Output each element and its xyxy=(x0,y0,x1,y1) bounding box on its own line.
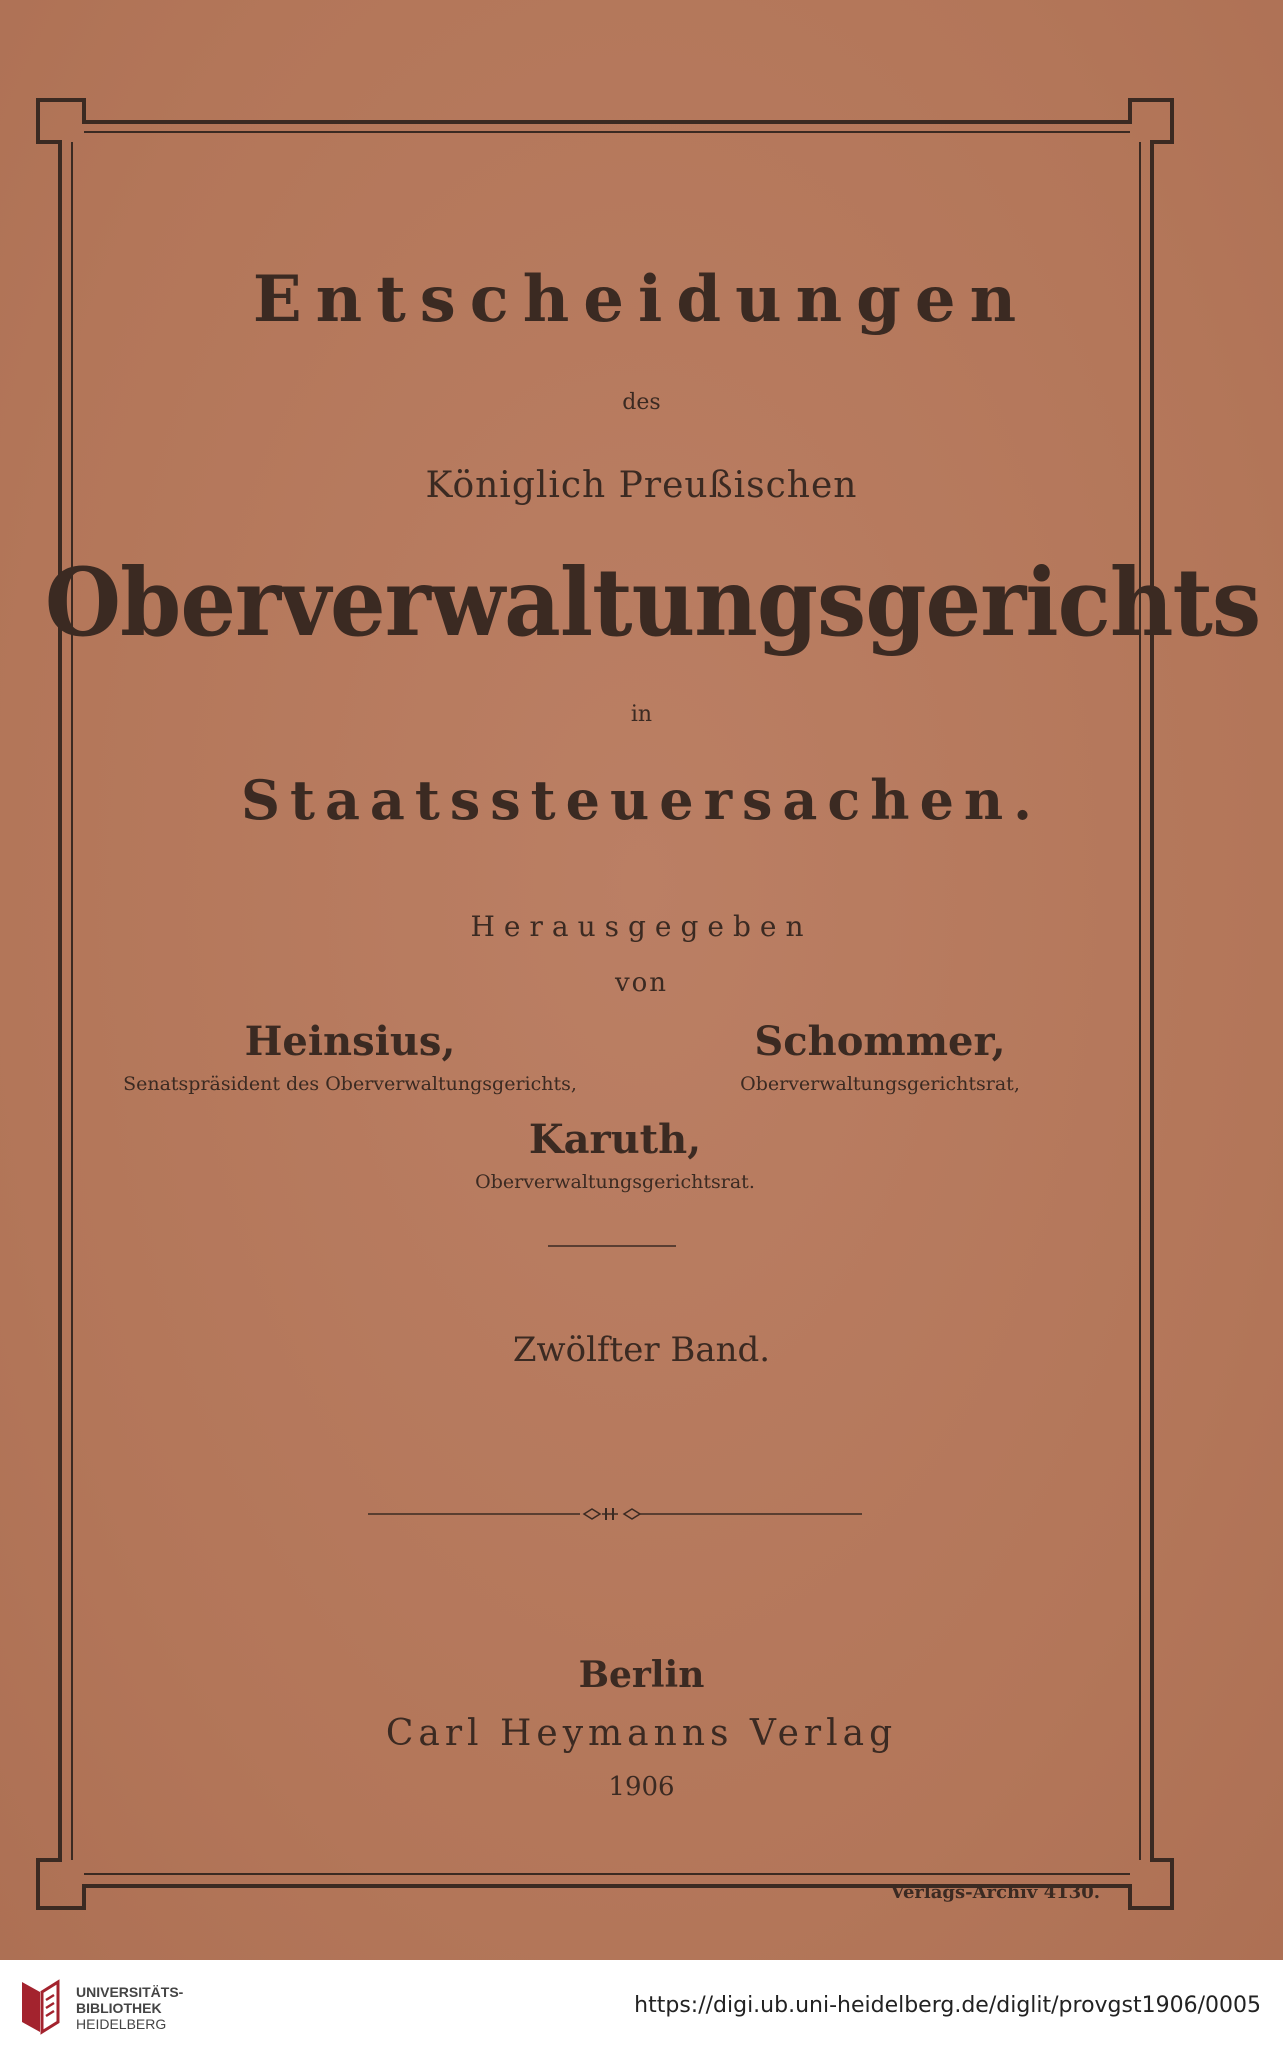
title-koeniglich-preussischen: Königlich Preußischen xyxy=(425,465,858,506)
title-des: des xyxy=(622,390,661,415)
editor-name: Karuth, xyxy=(528,1116,702,1163)
title-staatssteuersachen: Staatssteuersachen. xyxy=(241,768,1042,832)
main-title: Oberverwaltungsgerichts xyxy=(44,548,1261,658)
title-in: in xyxy=(630,702,653,727)
editor-role: Senatspräsident des Oberverwaltungsgerichts, xyxy=(123,1073,577,1095)
permalink-url[interactable]: https://digi.ub.uni-heidelberg.de/diglit/provgst1906/0005 xyxy=(634,1993,1261,2018)
title-entscheidungen: Entscheidungen xyxy=(252,262,1031,337)
edited-by-label: Herausgegeben xyxy=(470,910,813,943)
editor-role: Oberverwaltungsgerichtsrat, xyxy=(740,1073,1020,1095)
library-logo-text[interactable] xyxy=(76,1984,183,2032)
logo-line: BIBLIOTHEK xyxy=(76,2000,162,2016)
logo-line: UNIVERSITÄTS- xyxy=(76,1984,184,2000)
editor-role: Oberverwaltungsgerichtsrat. xyxy=(475,1171,755,1193)
archive-reference: Verlags-Archiv 4130. xyxy=(890,1882,1100,1903)
editor-name: Heinsius, xyxy=(244,1018,456,1065)
publisher-name: Carl Heymanns Verlag xyxy=(385,1713,898,1754)
publication-year: 1906 xyxy=(608,1772,675,1802)
volume-label: Zwölfter Band. xyxy=(512,1330,771,1370)
publication-city: Berlin xyxy=(578,1654,705,1696)
viewer-footer xyxy=(0,1960,1283,2055)
von-label: von xyxy=(614,968,669,998)
library-logo-icon[interactable] xyxy=(18,1978,62,2036)
editor-name: Schommer, xyxy=(754,1018,1006,1065)
logo-line: HEIDELBERG xyxy=(76,2016,167,2032)
